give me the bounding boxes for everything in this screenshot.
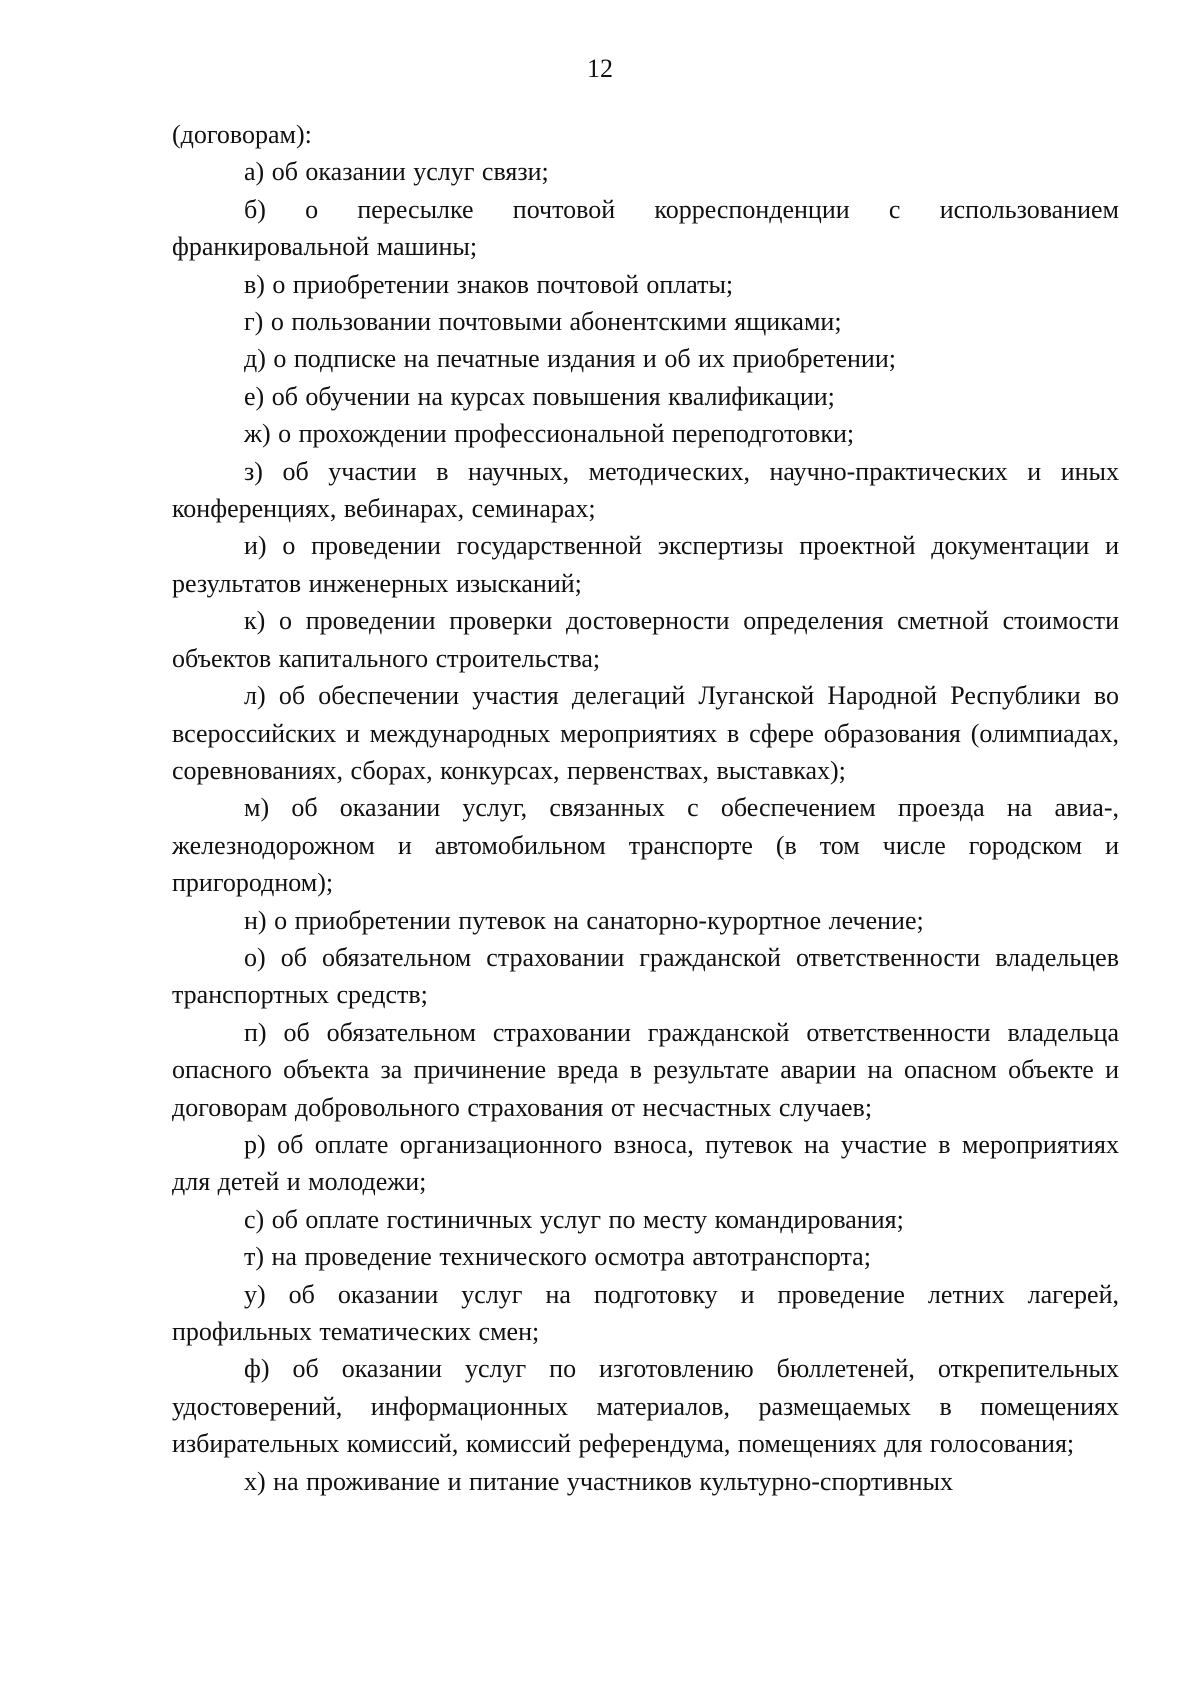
list-item-u: у) об оказании услуг на подготовку и проведение летних лагерей, профильных тематических смен; xyxy=(172,1279,1119,1346)
list-item-v: в) о приобретении знаков почтовой оплаты; xyxy=(244,269,734,299)
list-item-k: к) о проведении проверки достоверности определения сметной стоимости объектов капитального строительства; xyxy=(172,606,1119,673)
list-item-b: б) о пересылке почтовой корреспонденции с использованием франкировальной машины; xyxy=(172,194,1119,262)
list-item-d: д) о подписке на печатные издания и об их приобретении; xyxy=(244,344,896,374)
list-item-r: р) об оплате организационного взноса, путевок на участие в мероприятиях для детей и молодежи; xyxy=(172,1129,1119,1197)
paragraph-continuation: (договорам): xyxy=(172,120,312,149)
list-item-e: е) об обучении на курсах повышения квалификации; xyxy=(244,381,835,411)
list-item-t: т) на проведение технического осмотра автотранспорта; xyxy=(244,1242,871,1272)
list-item-f: ф) об оказании услуг по изготовлению бюллетеней, открепительных удостоверений, информационных материалов, размещаемых в помещениях избирательных комиссий, комиссий референдума, помещениях для голосования; xyxy=(172,1354,1119,1459)
list-item-s: с) об оплате гостиничных услуг по месту командирования; xyxy=(244,1204,904,1234)
list-item-zh: ж) о прохождении профессиональной переподготовки; xyxy=(244,419,855,449)
list-item-l: л) об обеспечении участия делегаций Луганской Народной Республики во всероссийских и международных мероприятиях в сфере образования (олимпиадах, соревнованиях, сборах, конкурсах, первенствах, выставках); xyxy=(172,681,1119,785)
list-item-i: и) о проведении государственной экспертизы проектной документации и результатов инженерных изысканий; xyxy=(172,531,1119,598)
list-item-kh: х) на проживание и питание участников культурно-спортивных xyxy=(244,1466,953,1496)
list-item-p: п) об обязательном страховании гражданской ответственности владельца опасного объекта за причинение вреда в результате аварии на опасном объекте и договорам добровольного страхования от несчастных случаев; xyxy=(172,1017,1119,1122)
list-item-g: г) о пользовании почтовыми абонентскими ящиками; xyxy=(244,307,842,337)
list-item-a: а) об оказании услуг связи; xyxy=(244,157,549,187)
list-item-n: н) о приобретении путевок на санаторно-курортное лечение; xyxy=(244,905,924,935)
page-number: 12 xyxy=(587,54,613,83)
list-item-o: о) об обязательном страховании гражданской ответственности владельцев транспортных средств; xyxy=(172,942,1119,1010)
document-body xyxy=(172,116,1119,1500)
list-item-z: з) об участии в научных, методических, научно-практических и иных конференциях, вебинарах, семинарах; xyxy=(172,456,1119,524)
list-item-m: м) об оказании услуг, связанных с обеспечением проезда на авиа-, железнодорожном и автомобильном транспорте (в том числе городском и пригородном); xyxy=(172,793,1119,898)
